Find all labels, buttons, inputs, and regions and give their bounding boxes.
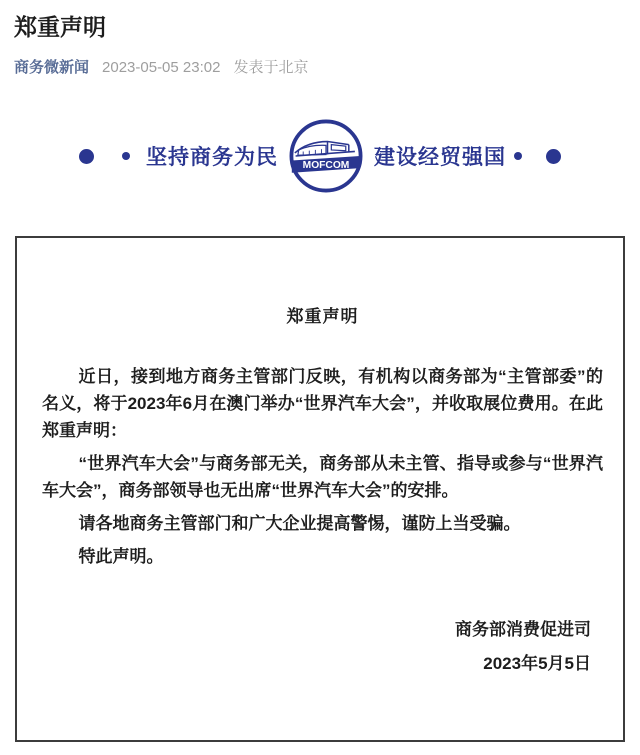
article-header [0, 0, 640, 78]
account-name-link[interactable]: 商务微新闻 [14, 59, 90, 76]
page-title: 郑重声明 [14, 14, 106, 40]
banner-dot-large-right [546, 149, 561, 164]
statement-document [15, 236, 625, 742]
mofcom-logo-text: MOFCOM [302, 160, 350, 172]
article-meta [14, 58, 626, 78]
banner-dot-small-right [514, 152, 522, 160]
banner-dot-small-left [122, 152, 130, 160]
banner-slogan-left: 坚持商务为民 [146, 146, 278, 169]
statement-paragraph: 近日，接到地方商务主管部门反映，有机构以商务部为“主管部委”的名义，将于2023年6月在澳门举办“世界汽车大会”，并收取展位费用。在此郑重声明： [42, 367, 603, 440]
publish-timestamp: 2023-05-05 23:02 [102, 59, 221, 76]
banner-dot-large-left [79, 149, 94, 164]
statement-paragraph: 特此声明。 [78, 547, 164, 566]
statement-heading: 郑重声明 [286, 307, 359, 326]
publish-location: 发表于北京 [233, 59, 309, 76]
statement-date: 2023年5月5日 [483, 654, 591, 673]
slogan-banner [0, 116, 640, 196]
statement-paragraph: “世界汽车大会”与商务部无关，商务部从未主管、指导或参与“世界汽车大会”，商务部领导也无出席“世界汽车大会”的安排。 [42, 454, 603, 500]
statement-body [42, 363, 603, 570]
statement-signature: 商务部消费促进司 [455, 620, 591, 639]
statement-signature-block [42, 616, 603, 677]
statement-paragraph: 请各地商务主管部门和广大企业提高警惕，谨防上当受骗。 [78, 514, 521, 533]
banner-slogan-right: 建设经贸强国 [374, 146, 506, 169]
mofcom-logo-icon [288, 118, 364, 194]
